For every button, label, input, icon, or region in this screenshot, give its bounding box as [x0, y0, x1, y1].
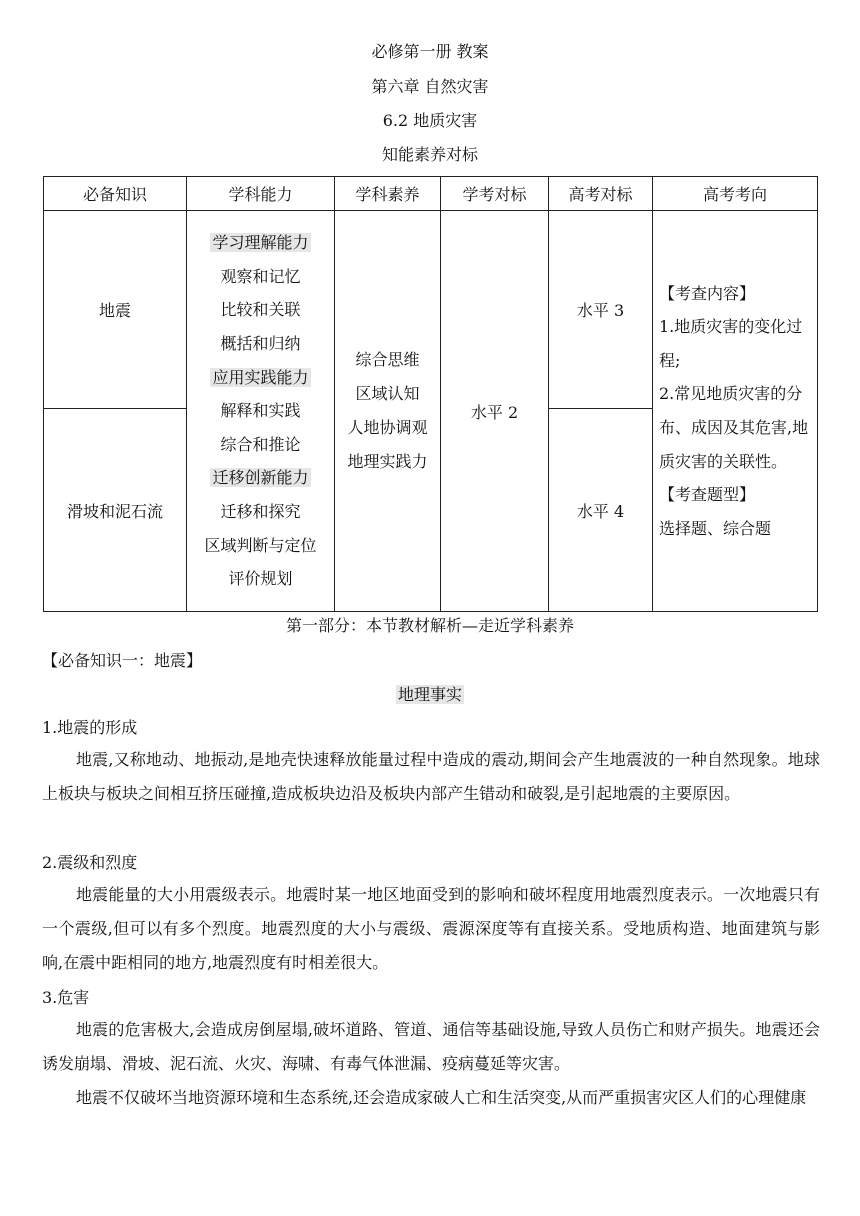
quality-item: 地理实践力	[347, 452, 428, 471]
table-title: 知能素养对标	[381, 145, 478, 164]
facts-title	[0, 685, 860, 705]
ability-item: 综合和推论	[220, 434, 301, 454]
paragraph: 地震的危害极大,会造成房倒屋塌,破坏道路、管道、通信等基础设施,导致人员伤亡和财产损失。地震还会诱发崩塌、滑坡、泥石流、火灾、海啸、有毒气体泄漏、疫病蔓延等灾害。	[42, 1020, 820, 1073]
ability-item: 评价规划	[228, 569, 293, 589]
content-item-2: 2.常见地质灾害的分布、成因及其危害,地质灾害的关联性。	[659, 384, 809, 471]
paragraph: 地震能量的大小用震级表示。地震时某一地区地面受到的影响和破坏程度用地震烈度表示。一次地震只有一个震级,但可以有多个烈度。地震烈度的大小与震级、震源深度等有直接关系。受地质构造、地面建筑与影响,在震中距相同的地方,地震烈度有时相差很大。	[42, 885, 820, 972]
exam-trend	[653, 211, 818, 612]
ability-item: 解释和实践	[220, 401, 301, 421]
title-line-1: 必修第一册 教案	[371, 42, 489, 61]
gaokao-level-3: 水平 3	[549, 211, 653, 409]
ability-item: 学习理解能力	[212, 233, 309, 253]
ability-item: 区域判断与定位	[204, 535, 317, 555]
facts-title-text: 地理事实	[397, 685, 462, 704]
content-item-1: 1.地质灾害的变化过程;	[659, 317, 803, 370]
quality-item: 综合思维	[355, 350, 420, 369]
section-title: 6.2 地质灾害	[382, 111, 478, 130]
ability-item: 比较和关联	[220, 300, 301, 320]
knowledge-landslide: 滑坡和泥石流	[44, 409, 187, 612]
ability-item: 观察和记忆	[220, 266, 301, 286]
header-cell-gaokao: 高考对标	[549, 177, 653, 211]
section-heading: 2.震级和烈度	[42, 853, 138, 872]
knowledge-earthquake: 地震	[44, 211, 187, 409]
ability-list	[187, 211, 335, 612]
header-cell-quality: 学科素养	[335, 177, 441, 211]
type-title: 【考查题型】	[659, 485, 756, 505]
paragraph: 地震,又称地动、地振动,是地壳快速释放能量过程中造成的震动,期间会产生地震波的一种自然现象。地球上板块与板块之间相互挤压碰撞,造成板块边沿及板块内部产生错动和破裂,是引起地震的主要原因。	[42, 750, 820, 803]
quality-item: 区域认知	[355, 384, 420, 403]
header-cell-ability: 学科能力	[187, 177, 335, 211]
paragraph: 地震不仅破坏当地资源环境和生态系统,还会造成家破人亡和生活突变,从而严重损害灾区人们的心理健康	[76, 1088, 807, 1107]
gaokao-level-4: 水平 4	[549, 409, 653, 612]
section-heading: 3.危害	[42, 988, 90, 1007]
xuekao-level: 水平 2	[441, 211, 549, 612]
content-title: 【考查内容】	[659, 283, 756, 303]
knowledge-heading: 【必备知识一：地震】	[42, 651, 203, 670]
chapter-title: 第六章 自然灾害	[371, 77, 489, 96]
ability-item: 迁移和探究	[220, 501, 301, 521]
quality-item: 人地协调观	[347, 418, 428, 437]
ability-item: 概括和归纳	[220, 334, 301, 354]
type-list: 选择题、综合题	[659, 518, 772, 538]
quality-list	[335, 211, 441, 612]
part-heading: 第一部分：本节教材解析—走近学科素养	[285, 616, 574, 635]
header-cell-trend: 高考考向	[653, 177, 818, 211]
header-cell-knowledge: 必备知识	[44, 177, 187, 211]
ability-item: 迁移创新能力	[212, 468, 309, 488]
ability-item: 应用实践能力	[212, 367, 309, 387]
section-heading: 1.地震的形成	[42, 718, 138, 737]
alignment-table	[43, 176, 818, 612]
header-cell-xuekao: 学考对标	[441, 177, 549, 211]
